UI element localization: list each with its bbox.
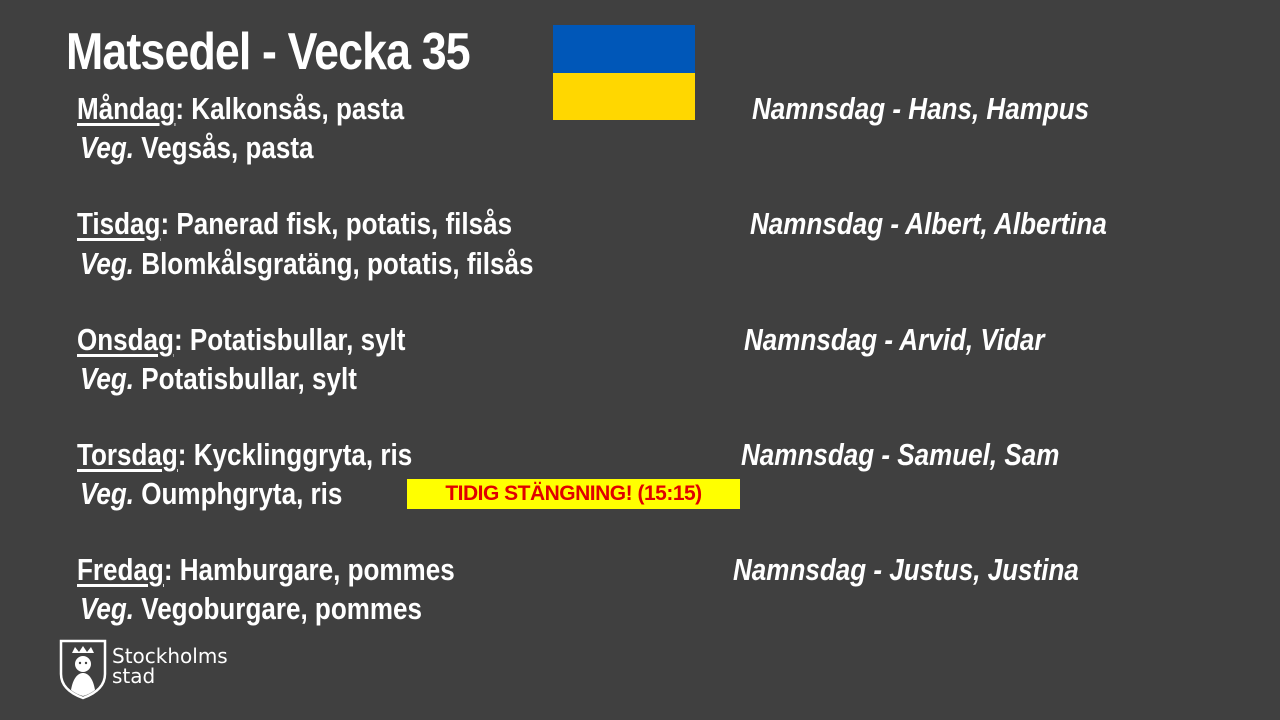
logo-line-1: Stockholms: [112, 644, 228, 668]
monday-veg: [80, 129, 314, 167]
thursday-nameday: Namnsdag - Samuel, Sam: [741, 437, 1060, 472]
ukraine-flag: [553, 25, 695, 120]
main-dish: : Kycklinggryta, ris: [177, 437, 413, 472]
day-label: Tisdag: [77, 206, 161, 241]
friday-nameday: Namnsdag - Justus, Justina: [733, 552, 1079, 587]
friday-veg: [80, 590, 422, 628]
main-dish: : Hamburgare, pommes: [163, 552, 455, 587]
veg-label: Veg.: [80, 246, 135, 281]
veg-dish: Vegoburgare, pommes: [134, 591, 423, 626]
veg-dish: Oumphgryta, ris: [134, 476, 343, 511]
veg-label: Veg.: [80, 476, 135, 511]
logo-line-2: stad: [112, 664, 156, 688]
flag-yellow-stripe: [553, 73, 695, 120]
veg-label: Veg.: [80, 591, 135, 626]
tuesday-nameday: Namnsdag - Albert, Albertina: [750, 206, 1107, 241]
thursday-veg: [80, 475, 342, 513]
main-dish: : Potatisbullar, sylt: [173, 322, 406, 357]
main-dish: : Kalkonsås, pasta: [175, 91, 405, 126]
friday-main: [77, 551, 455, 589]
flag-blue-stripe: [553, 25, 695, 73]
monday-main: [77, 90, 404, 128]
day-label: Måndag: [77, 91, 176, 126]
wednesday-veg: [80, 360, 357, 398]
tuesday-main: [77, 205, 512, 243]
veg-dish: Blomkålsgratäng, potatis, filsås: [134, 246, 534, 281]
logo-text: [112, 646, 228, 686]
veg-label: Veg.: [80, 130, 135, 165]
page-title: Matsedel - Vecka 35: [66, 23, 470, 81]
wednesday-main: [77, 321, 405, 359]
tuesday-veg: [80, 245, 533, 283]
stockholms-stad-logo: [58, 638, 233, 700]
thursday-main: [77, 436, 412, 474]
veg-dish: Potatisbullar, sylt: [134, 361, 357, 396]
shield-icon: [58, 638, 108, 700]
monday-nameday: Namnsdag - Hans, Hampus: [752, 91, 1090, 126]
main-dish: : Panerad fisk, potatis, filsås: [160, 206, 513, 241]
day-label: Torsdag: [77, 437, 178, 472]
day-label: Fredag: [77, 552, 164, 587]
early-closing-notice: TIDIG STÄNGNING! (15:15): [407, 479, 740, 509]
veg-label: Veg.: [80, 361, 135, 396]
wednesday-nameday: Namnsdag - Arvid, Vidar: [744, 322, 1045, 357]
veg-dish: Vegsås, pasta: [134, 130, 314, 165]
day-label: Onsdag: [77, 322, 174, 357]
